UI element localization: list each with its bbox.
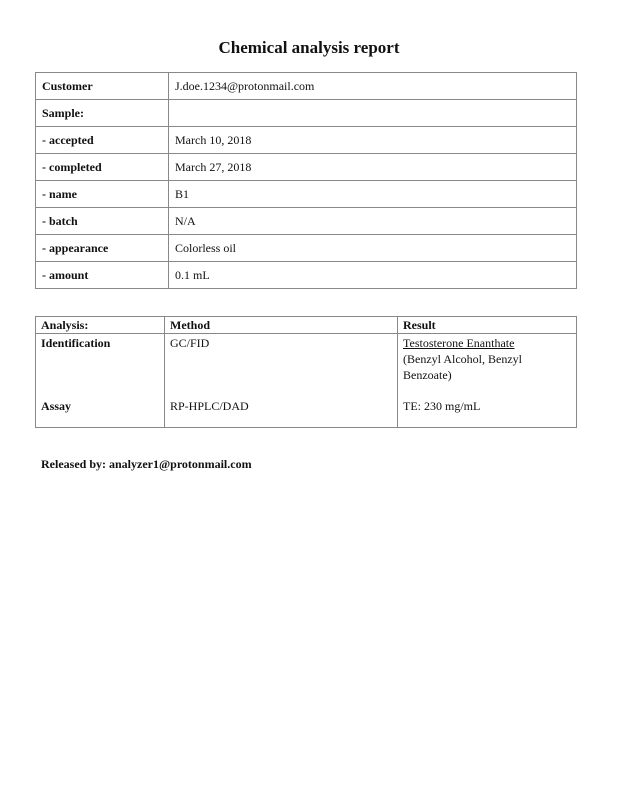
sample-label: Sample:: [36, 100, 169, 127]
accepted-label: - accepted: [36, 127, 169, 154]
amount-label: - amount: [36, 262, 169, 289]
appearance-label: - appearance: [36, 235, 169, 262]
method-assay: RP-HPLC/DAD: [165, 398, 398, 428]
customer-value: J.doe.1234@protonmail.com: [169, 73, 577, 100]
name-label: - name: [36, 181, 169, 208]
table-row: [36, 398, 577, 428]
sample-value: [169, 100, 577, 127]
table-row: [36, 208, 577, 235]
table-header-row: [36, 317, 577, 334]
appearance-value: Colorless oil: [169, 235, 577, 262]
method-identification: GC/FID: [165, 334, 398, 399]
result-excipients-line1: (Benzyl Alcohol, Benzyl: [403, 352, 522, 366]
customer-label: Customer: [36, 73, 169, 100]
table-row: [36, 127, 577, 154]
analysis-results-table: [35, 316, 577, 428]
table-row: [36, 181, 577, 208]
name-value: B1: [169, 181, 577, 208]
batch-label: - batch: [36, 208, 169, 235]
amount-value: 0.1 mL: [169, 262, 577, 289]
table-row: [36, 154, 577, 181]
header-method: Method: [165, 317, 398, 334]
table-row: [36, 73, 577, 100]
result-assay: TE: 230 mg/mL: [398, 398, 577, 428]
analysis-assay: Assay: [36, 398, 165, 428]
sample-info-table: [35, 72, 577, 289]
released-by: Released by: analyzer1@protonmail.com: [41, 457, 252, 471]
header-result: Result: [398, 317, 577, 334]
result-identification: [398, 334, 577, 399]
batch-value: N/A: [169, 208, 577, 235]
table-row: [36, 100, 577, 127]
report-title: Chemical analysis report: [218, 38, 400, 57]
header-analysis: Analysis:: [36, 317, 165, 334]
table-row: [36, 262, 577, 289]
table-row: [36, 235, 577, 262]
completed-value: March 27, 2018: [169, 154, 577, 181]
result-excipients-line2: Benzoate): [403, 368, 452, 382]
analysis-identification: Identification: [36, 334, 165, 399]
accepted-value: March 10, 2018: [169, 127, 577, 154]
completed-label: - completed: [36, 154, 169, 181]
table-row: [36, 334, 577, 399]
result-compound-name: Testosterone Enanthate: [403, 336, 515, 350]
